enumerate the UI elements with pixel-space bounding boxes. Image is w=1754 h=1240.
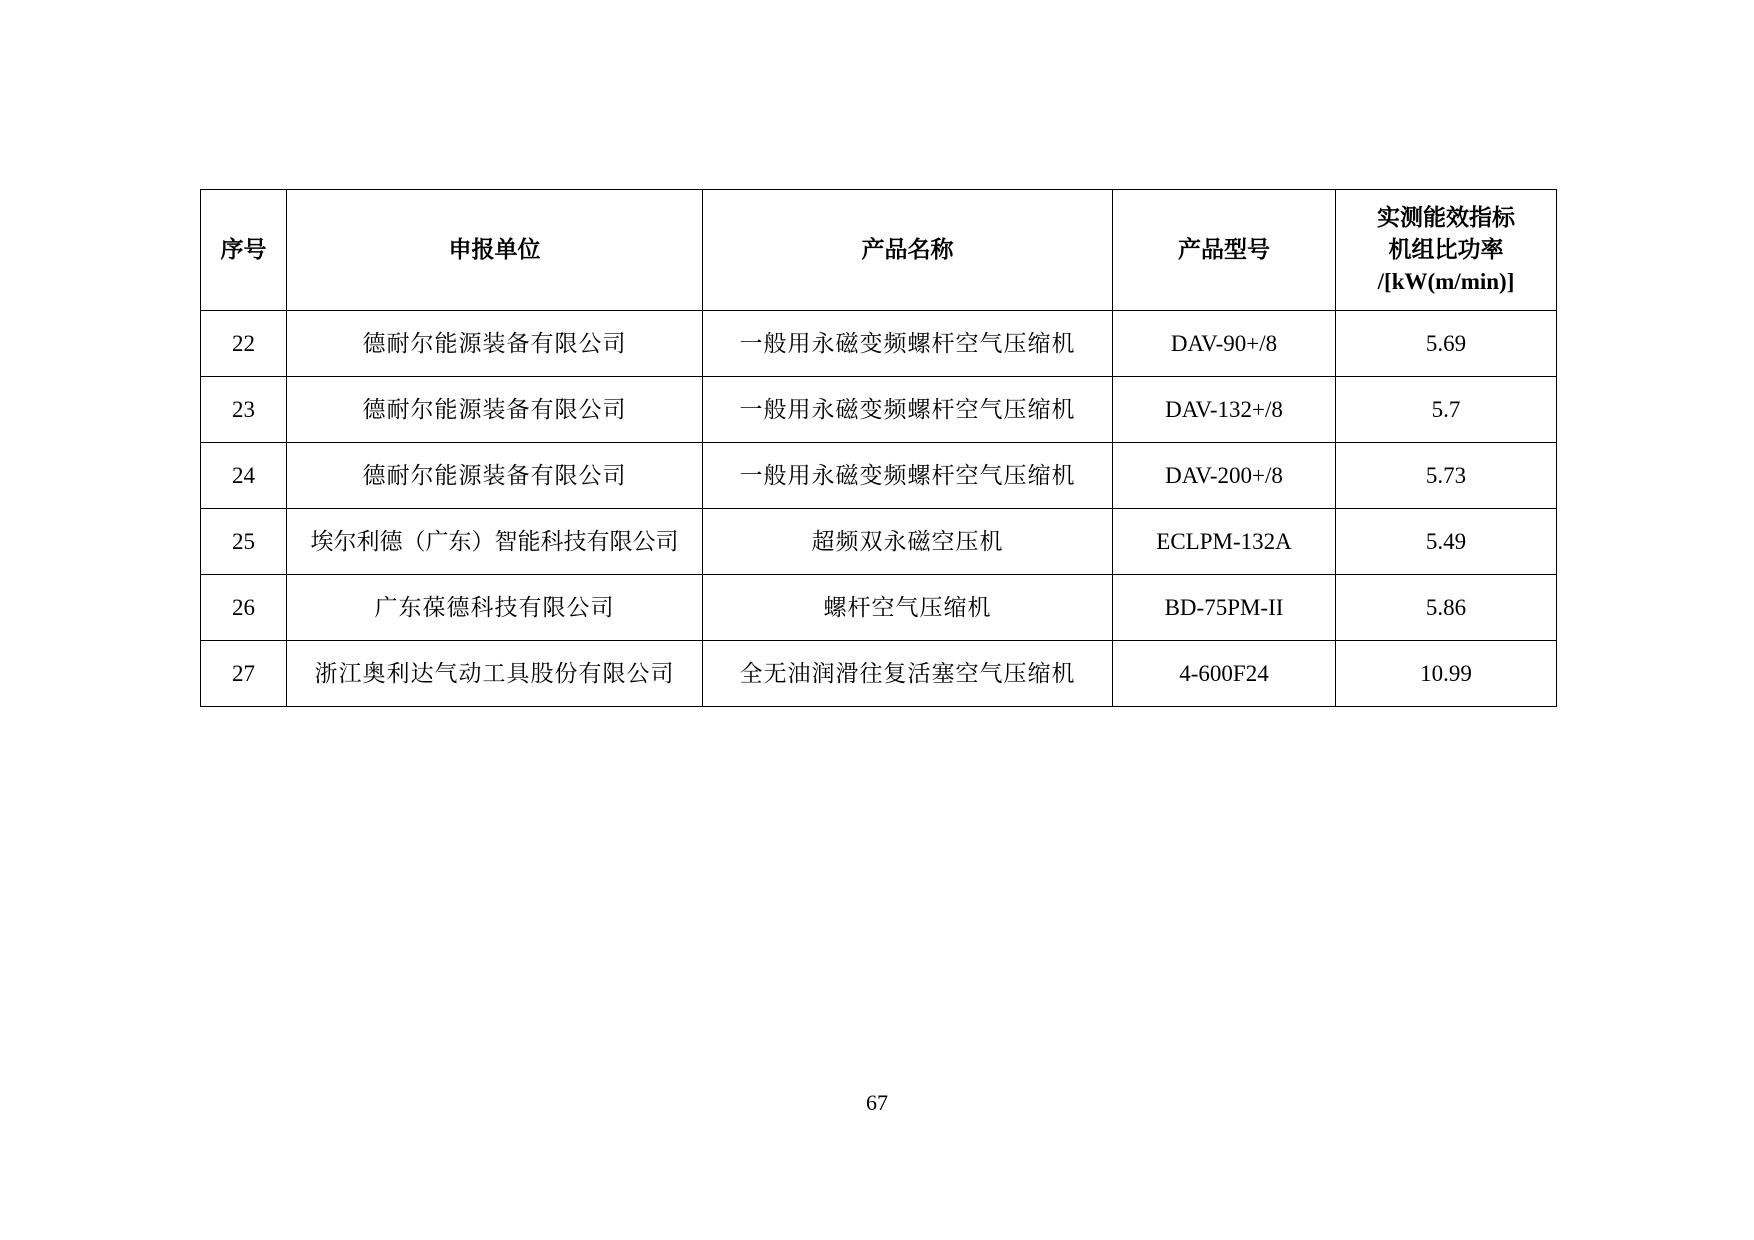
row-index: 27 <box>201 641 287 707</box>
row-model: DAV-200+/8 <box>1113 443 1336 509</box>
row-index: 26 <box>201 575 287 641</box>
table-row <box>201 575 1557 641</box>
row-model: DAV-90+/8 <box>1113 311 1336 377</box>
row-applicant: 德耐尔能源装备有限公司 <box>287 443 703 509</box>
row-index: 23 <box>201 377 287 443</box>
row-index: 24 <box>201 443 287 509</box>
table-row <box>201 311 1557 377</box>
header-applicant: 申报单位 <box>287 190 703 311</box>
row-efficiency-value: 5.73 <box>1336 443 1557 509</box>
row-index: 22 <box>201 311 287 377</box>
row-efficiency-value: 5.7 <box>1336 377 1557 443</box>
row-efficiency-value: 5.69 <box>1336 311 1557 377</box>
row-product-name: 一般用永磁变频螺杆空气压缩机 <box>703 377 1113 443</box>
header-model: 产品型号 <box>1113 190 1336 311</box>
row-applicant: 广东葆德科技有限公司 <box>287 575 703 641</box>
row-applicant: 浙江奥利达气动工具股份有限公司 <box>287 641 703 707</box>
table-row <box>201 377 1557 443</box>
header-product-name: 产品名称 <box>703 190 1113 311</box>
row-efficiency-value: 10.99 <box>1336 641 1557 707</box>
header-index: 序号 <box>201 190 287 311</box>
header-efficiency-unit: /[kW(m/min)] <box>1377 269 1515 294</box>
header-efficiency-line1: 实测能效指标 <box>1377 205 1515 231</box>
row-product-name: 螺杆空气压缩机 <box>703 575 1113 641</box>
row-applicant: 埃尔利德（广东）智能科技有限公司 <box>287 509 703 575</box>
row-model: ECLPM-132A <box>1113 509 1336 575</box>
table-row <box>201 443 1557 509</box>
row-model: 4-600F24 <box>1113 641 1336 707</box>
table-header-row <box>201 190 1557 311</box>
table-row <box>201 509 1557 575</box>
row-applicant: 德耐尔能源装备有限公司 <box>287 377 703 443</box>
table-row <box>201 641 1557 707</box>
row-product-name: 一般用永磁变频螺杆空气压缩机 <box>703 311 1113 377</box>
product-efficiency-table <box>200 189 1557 707</box>
row-efficiency-value: 5.49 <box>1336 509 1557 575</box>
row-index: 25 <box>201 509 287 575</box>
page-number: 67 <box>866 1090 888 1115</box>
header-efficiency <box>1336 190 1557 311</box>
row-model: DAV-132+/8 <box>1113 377 1336 443</box>
row-model: BD-75PM-II <box>1113 575 1336 641</box>
row-efficiency-value: 5.86 <box>1336 575 1557 641</box>
row-product-name: 一般用永磁变频螺杆空气压缩机 <box>703 443 1113 509</box>
row-product-name: 全无油润滑往复活塞空气压缩机 <box>703 641 1113 707</box>
row-product-name: 超频双永磁空压机 <box>703 509 1113 575</box>
header-efficiency-line2: 机组比功率 <box>1388 237 1504 263</box>
row-applicant: 德耐尔能源装备有限公司 <box>287 311 703 377</box>
